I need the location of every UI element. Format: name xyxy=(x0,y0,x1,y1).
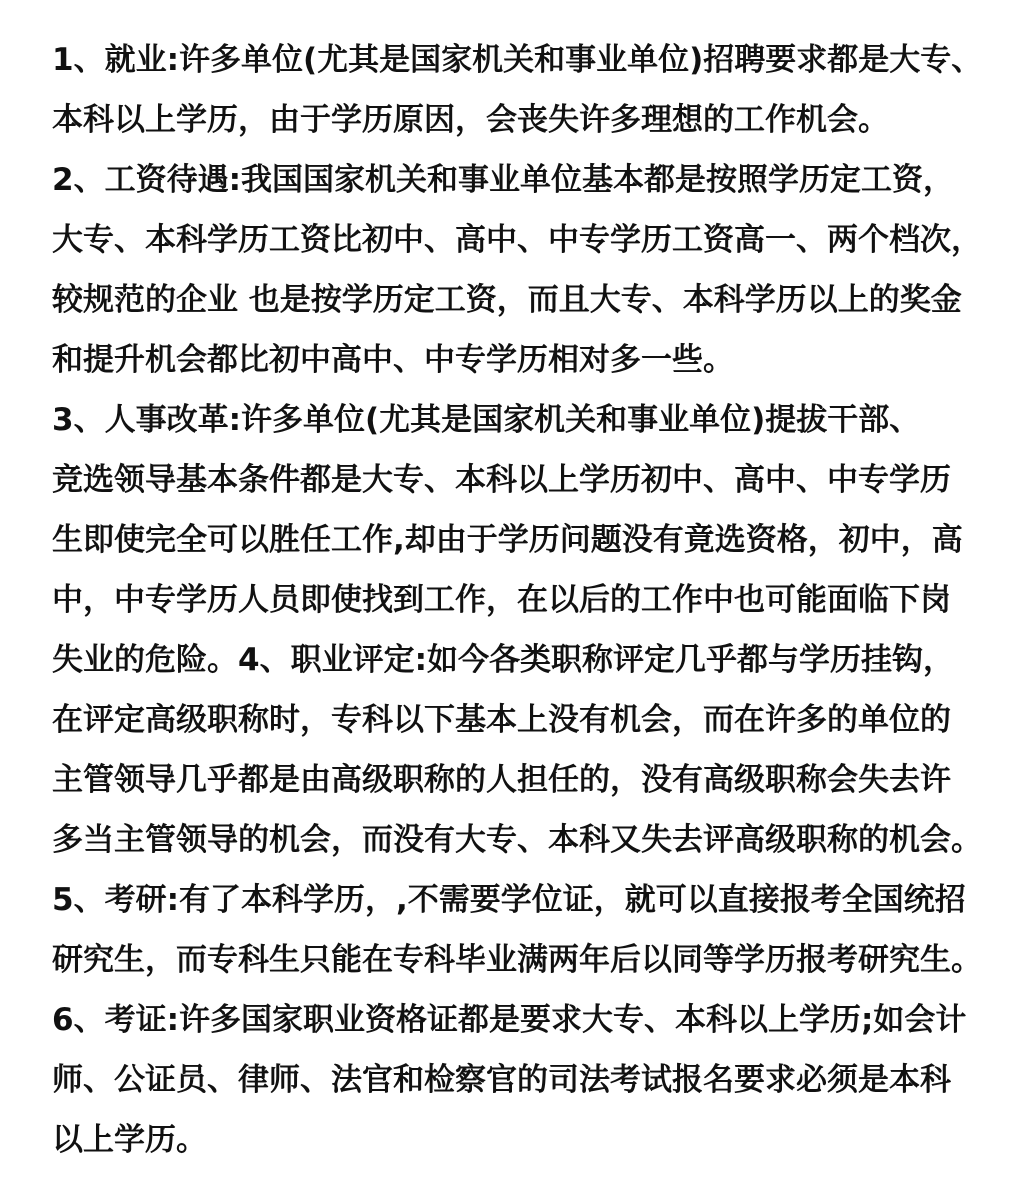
text-line: 竞选领导基本条件都是大专、本科以上学历初中、高中、中专学历 xyxy=(52,462,951,498)
text-line: 失业的危险。4、职业评定:如今各类职称评定几乎都与学历挂钩， xyxy=(52,642,954,678)
text-line: 6、考证:许多国家职业资格证都是要求大专、本科以上学历;如会计 xyxy=(52,1002,967,1038)
text-line: 2、工资待遇:我国国家机关和事业单位基本都是按照学历定工资， xyxy=(52,162,954,198)
text-line: 以上学历。 xyxy=(52,1122,207,1158)
text-line: 1、就业:许多单位(尤其是国家机关和事业单位)招聘要求都是大专、 xyxy=(52,42,983,78)
text-line: 较规范的企业 也是按学历定工资，而且大专、本科学历以上的奖金 xyxy=(52,282,962,318)
text-line: 中，中专学历人员即使找到工作，在以后的工作中也可能面临下岗 xyxy=(52,582,951,618)
text-line: 多当主管领导的机会，而没有大专、本科又失去评高级职称的机会。 xyxy=(52,822,982,858)
text-line: 师、公证员、律师、法官和检察官的司法考试报名要求必须是本科 xyxy=(52,1062,951,1098)
text-line: 本科以上学历，由于学历原因，会丧失许多理想的工作机会。 xyxy=(52,102,889,138)
text-line: 大专、本科学历工资比初中、高中、中专学历工资高一、两个档次， xyxy=(52,222,982,258)
document-body xyxy=(52,30,1032,1170)
text-line: 生即使完全可以胜任工作,却由于学历问题没有竟选资格，初中，高 xyxy=(52,522,963,558)
text-line: 主管领导几乎都是由高级职称的人担任的，没有高级职称会失去许 xyxy=(52,762,951,798)
text-line: 和提升机会都比初中高中、中专学历相对多一些。 xyxy=(52,342,734,378)
text-line: 在评定高级职称时，专科以下基本上没有机会，而在许多的单位的 xyxy=(52,702,951,738)
text-line: 3、人事改革:许多单位(尤其是国家机关和事业单位)提拔干部、 xyxy=(52,402,921,438)
text-line: 研究生，而专科生只能在专科毕业满两年后以同等学历报考研究生。 xyxy=(52,942,982,978)
text-line: 5、考研:有了本科学历，,不需要学位证，就可以直接报考全国统招 xyxy=(52,882,966,918)
